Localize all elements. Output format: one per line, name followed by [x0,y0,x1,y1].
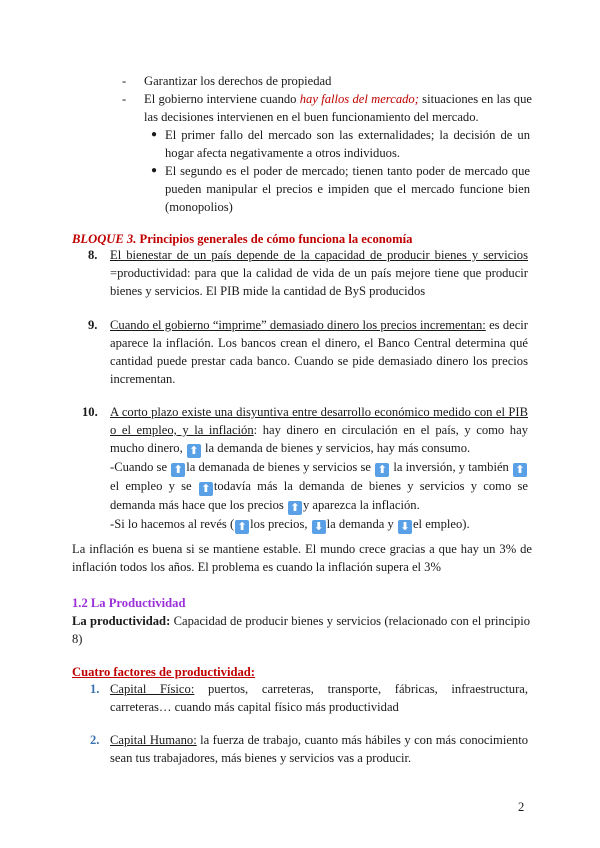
up-arrow-icon: ⬆ [199,482,213,496]
inflation-note: La inflación es buena si se mantiene estable. El mundo crece gracias a que hay un 3% de inflación todos los años. El problema es cuando la inflación supera el 3% [72,542,532,574]
bullet-icon: ● [151,129,158,140]
down-arrow-icon: ⬇ [312,520,326,534]
principle-8: 8. El bienestar de un país depende de la capacidad de producir bienes y servicios =productividad: para que la calidad de vida de un país mejore tiene que producir bienes y servicios. El PIB mide la cantidad de ByS producidos [88,248,528,298]
principle-9: 9. Cuando el gobierno “imprime” demasiado dinero los precios incrementan: es decir aparece la inflación. Los bancos crean el dinero, el Banco Central determina qué cantidad puede prestar cada banco. Cuando se pide demasiado dinero los precios incrementan. [88,318,528,386]
down-arrow-icon: ⬇ [398,520,412,534]
section-heading-productividad: 1.2 La Productividad [72,596,186,610]
list-item-market-failures: - El gobierno interviene cuando hay fallos del mercado; situaciones en las que las decisiones intervienen en el buen funcionamiento del mercado. [122,92,532,124]
up-arrow-icon: ⬆ [288,501,302,515]
bloque-heading: BLOQUE 3. Principios generales de cómo funciona la economía [72,232,413,246]
bullet-externalities: ● El primer fallo del mercado son las externalidades; la decisión de un hogar afecta negativamente a otros individuos. [151,128,530,160]
up-arrow-icon: ⬆ [513,463,527,477]
page-number: 2 [518,800,525,814]
factores-heading: Cuatro factores de productividad: [72,665,255,679]
factor-capital-humano: 2. Capital Humano: la fuerza de trabajo, cuanto más hábiles y con más conocimiento sean tus trabajadores, más bienes y servicios vas a producir. [90,733,528,765]
bullet-icon: ● [151,165,158,176]
principle-10: 10. A corto plazo existe una disyuntiva entre desarrollo económico medido con el PIB o el empleo, y la inflación: hay dinero en circulación en el país, y como hay mucho dinero, ⬆ la demanda de bienes y servicios, hay más consumo. -Cuando se ⬆ la demanada de bienes y servicios se ⬆ la inversión, y también ⬆el empleo y se ⬆ todavía más la demanda de bienes y servicios y como se demanda más hace que los precios ⬆ y aparezca la inflación. -Si lo hacemos al revés ( ⬆ los precios, ⬇ la demanda y ⬇ el empleo). [82,405,528,533]
list-item-property-rights: - Garantizar los derechos de propiedad [122,74,332,88]
factor-capital-fisico: 1. Capital Físico: puertos, carreteras, transporte, fábricas, infraestructura, carreteras… cuando más capital físico más productividad [90,682,529,714]
productivity-definition: La productividad: Capacidad de producir bienes y servicios (relacionado con el principio 8) [72,614,531,646]
bullet-market-power: ● El segundo es el poder de mercado; tienen tanto poder de mercado que pueden manipular el precios e impiden que el mercado funcione bien (monopolios) [151,164,530,214]
up-arrow-icon: ⬆ [171,463,185,477]
up-arrow-icon: ⬆ [187,444,201,458]
up-arrow-icon: ⬆ [235,520,249,534]
up-arrow-icon: ⬆ [375,463,389,477]
